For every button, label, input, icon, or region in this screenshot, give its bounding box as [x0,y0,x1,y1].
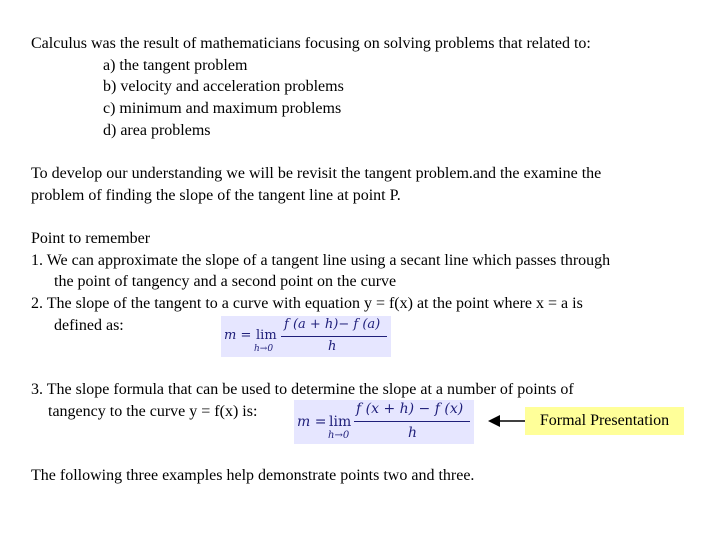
point-3-line-1: 3. The slope formula that can be used to determine the slope at a number of points of [31,381,574,398]
formula-limit-subscript: h→0 [328,430,350,441]
formula-lhs: m = [297,414,327,430]
formal-presentation-label: Formal Presentation [525,407,684,435]
closing-text: The following three examples help demonstrate points two and three. [31,467,475,484]
formula-denominator: h [408,425,418,441]
intro-text: Calculus was the result of mathematicians focusing on solving problems that related to: [31,35,591,52]
left-arrow-icon [488,413,526,429]
formula-lhs: m = [224,328,252,343]
point-1-line-2: the point of tangency and a second point on the curve [54,273,397,290]
list-item-velocity: b) velocity and acceleration problems [103,78,344,95]
develop-text-line-2: problem of finding the slope of the tangent line at point P. [31,187,401,204]
formula-numerator: f (a + h)− f (a) [284,317,381,332]
point-3-line-2: tangency to the curve y = f(x) is: [48,403,258,420]
formula-denominator: h [328,339,337,354]
slope-formula-at-x [294,400,474,444]
list-item-area: d) area problems [103,122,211,139]
fraction-bar [281,336,387,337]
point-2-line-2: defined as: [54,317,124,334]
fraction-bar [354,421,470,422]
point-1-line-1: 1. We can approximate the slope of a tangent line using a secant line which passes through [31,252,611,269]
points-heading: Point to remember [31,230,151,247]
list-item-min-max: c) minimum and maximum problems [103,100,342,117]
list-item-tangent: a) the tangent problem [103,57,248,74]
slope-formula-at-a [221,316,391,357]
formula-limit-subscript: h→0 [254,344,274,354]
formula-lim: lim [256,328,277,343]
develop-text-line-1: To develop our understanding we will be revisit the tangent problem.and the examine the [31,165,602,182]
point-2-line-1: 2. The slope of the tangent to a curve with equation y = f(x) at the point where x = a is [31,295,583,312]
formula-lim: lim [329,414,352,430]
formula-numerator: f (x + h) − f (x) [356,401,464,417]
